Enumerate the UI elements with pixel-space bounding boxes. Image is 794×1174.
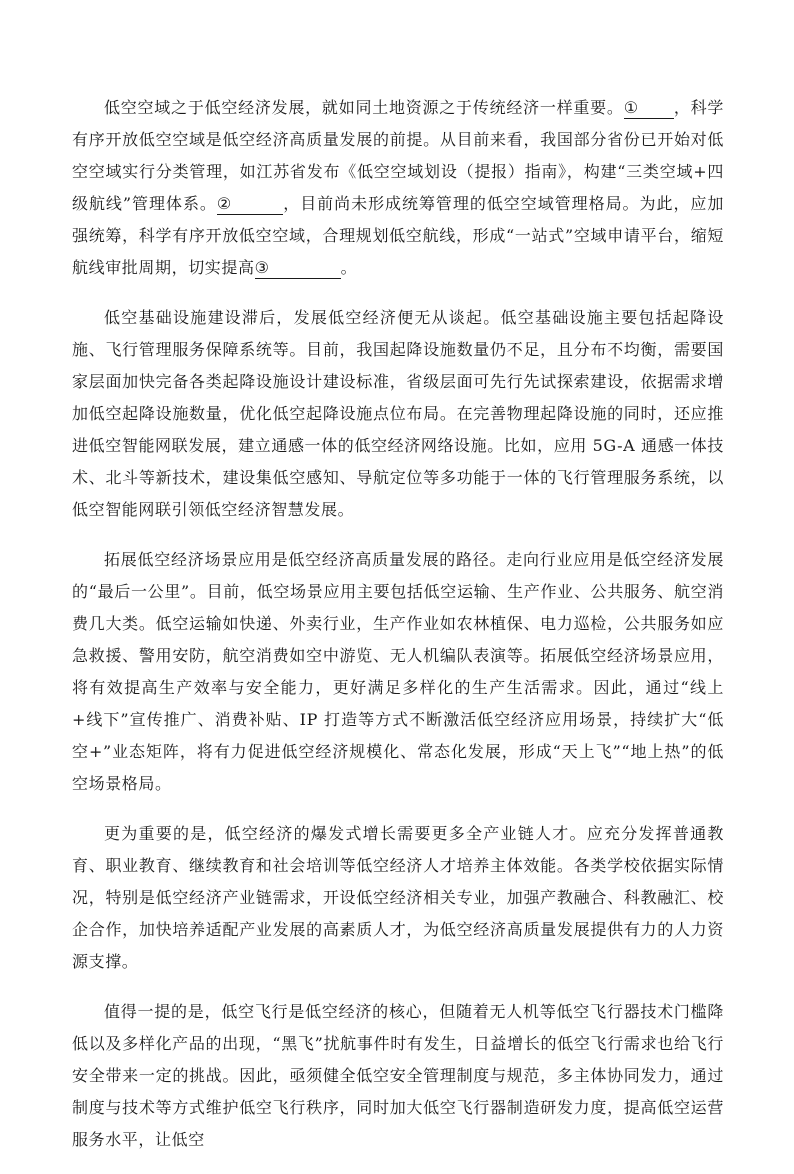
paragraph-infrastructure — [72, 302, 724, 526]
paragraph-text: 。 — [340, 258, 358, 277]
paragraph-text: 低空基础设施建设滞后，发展低空经济便无从谈起。低空基础设施主要包括起降设施、飞行管理服务保障系统等。目前，我国起降设施数量仍不足，且分布不均衡，需要国家层面加快完备各类起降设施设计建设标准，省级层面可先行先试探索建设，依据需求增加低空起降设施数量，优化低空起降设施点位布局。在完善物理起降设施的同时，还应推进低空智能网联发展，建立通感一体的低空经济网络设施。比如，应用 5G-A 通感一体技术、北斗等新技术，建设集低空感知、导航定位等多功能于一体的飞行管理服务系统，以低空智能网联引领低空经济智慧发展。 — [72, 308, 724, 519]
fill-blank-2[interactable]: ② — [217, 194, 283, 215]
paragraph-scenarios — [72, 544, 724, 800]
fill-blank-1[interactable]: ① — [624, 98, 674, 119]
fill-blank-3[interactable]: ③ — [255, 258, 341, 279]
paragraph-text: ，目前尚未形成统筹管理的低空空域管理格局。为此，应加强统筹，科学有序开放低空空域，合理规划低空航线，形成“一站式”空域申请平台，缩短航线审批周期，切实提高 — [72, 194, 724, 277]
article-body — [72, 92, 724, 1174]
paragraph-text: 低空空域之于低空经济发展，就如同土地资源之于传统经济一样重要。 — [104, 98, 624, 117]
paragraph-text: 拓展低空经济场景应用是低空经济高质量发展的路径。走向行业应用是低空经济发展的“最后一公里”。目前，低空场景应用主要包括低空运输、生产作业、公共服务、航空消费几大类。低空运输如快递、外卖行业，生产作业如农林植保、电力巡检，公共服务如应急救援、警用安防，航空消费如空中游览、无人机编队表演等。拓展低空经济场景应用，将有效提高生产效率与安全能力，更好满足多样化的生产生活需求。因此，通过“线上+线下”宣传推广、消费补贴、IP 打造等方式不断激活低空经济应用场景，持续扩大“低空+”业态矩阵，将有力促进低空经济规模化、常态化发展，形成“天上飞”“地上热”的低空场景格局。 — [72, 550, 724, 793]
paragraph-talent — [72, 818, 724, 978]
paragraph-text: 值得一提的是，低空飞行是低空经济的核心，但随着无人机等低空飞行器技术门槛降低以及多样化产品的出现，“黑飞”扰航事件时有发生，日益增长的低空飞行需求也给飞行安全带来一定的挑战。因此，亟须健全低空安全管理制度与规范，多主体协同发力，通过制度与技术等方式维护低空飞行秩序，同时加大低空飞行器制造研发力度，提高低空运营服务水平，让低空 — [72, 1002, 724, 1149]
paragraph-text: 更为重要的是，低空经济的爆发式增长需要更多全产业链人才。应充分发挥普通教育、职业教育、继续教育和社会培训等低空经济人才培养主体效能。各类学校依据实际情况，特别是低空经济产业链需求，开设低空经济相关专业，加强产教融合、科教融汇、校企合作，加快培养适配产业发展的高素质人才，为低空经济高质量发展提供有力的人力资源支撑。 — [72, 824, 724, 971]
paragraph-safety — [72, 996, 724, 1156]
paragraph-text: ，科学有序开放低空空域是低空经济高质量发展的前提。从目前来看，我国部分省份已开始对低空空域实行分类管理，如江苏省发布《低空空域划设（提报）指南》，构建“三类空域+四级航线”管理体系。 — [72, 98, 724, 213]
paragraph-airspace — [72, 92, 724, 284]
